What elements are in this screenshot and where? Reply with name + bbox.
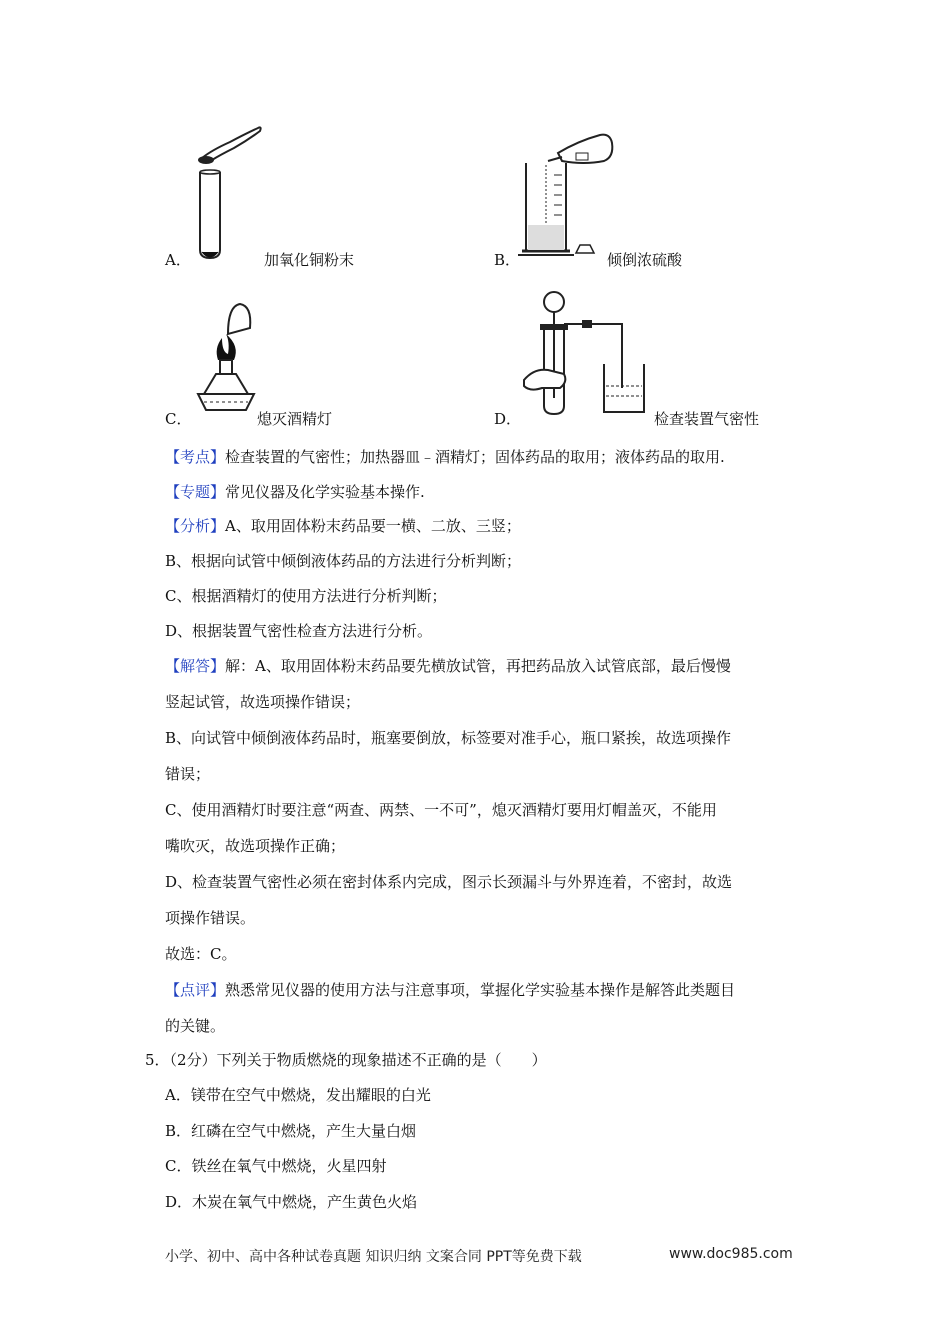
- jieda-line-7: 项操作错误。: [165, 909, 256, 927]
- zhuanti-line: [165, 482, 425, 502]
- jieda-line-3: 错误；: [165, 765, 211, 783]
- question-5-stem: 5．（2分）下列关于物质燃烧的现象描述不正确的是（ ）: [145, 1051, 547, 1069]
- question-5-choice-a: A．镁带在空气中燃烧，发出耀眼的白光: [165, 1086, 431, 1104]
- illustration-c-alcohol-lamp: [194, 298, 274, 418]
- jieda-tag: 【解答】: [165, 657, 226, 675]
- kaodian-text: 检查装置的气密性；加热器皿﹣酒精灯；固体药品的取用；液体药品的取用.: [225, 448, 725, 466]
- jieda-line-8: 故选：C。: [165, 945, 237, 963]
- fenxi-line-2: C、根据酒精灯的使用方法进行分析判断；: [165, 587, 447, 605]
- option-d-caption: 检查装置气密性: [654, 410, 760, 428]
- dianping-text: 熟悉常见仪器的使用方法与注意事项，掌握化学实验基本操作是解答此类题目: [225, 981, 736, 999]
- option-b-letter: B．: [494, 251, 521, 269]
- option-a-caption: 加氧化铜粉末: [264, 251, 355, 269]
- jieda-text: 解：A、取用固体粉末药品要先横放试管，再把药品放入试管底部，最后慢慢: [225, 657, 731, 675]
- option-a-letter: A．: [165, 251, 191, 269]
- kaodian-tag: 【考点】: [165, 448, 226, 466]
- dianping-line-0: [165, 980, 735, 1000]
- illustration-b-pouring-cylinder: [518, 125, 628, 265]
- fenxi-text: A、取用固体粉末药品要一横、二放、三竖；: [225, 517, 521, 535]
- dianping-tag: 【点评】: [165, 981, 226, 999]
- jieda-line-1: 竖起试管，故选项操作错误；: [165, 693, 361, 711]
- footer-text: 小学、初中、高中各种试卷真题 知识归纳 文案合同 PPT等免费下载: [165, 1249, 582, 1265]
- jieda-line-2: B、向试管中倾倒液体药品时，瓶塞要倒放，标签要对准手心，瓶口紧挨，故选项操作: [165, 729, 732, 747]
- kaodian-line: [165, 447, 725, 467]
- illustration-d-airtightness: [520, 288, 660, 418]
- option-c-caption: 熄灭酒精灯: [257, 410, 333, 428]
- option-b-caption: 倾倒浓硫酸: [607, 251, 683, 269]
- jieda-line-6: D、检查装置气密性必须在密封体系内完成，图示长颈漏斗与外界连着，不密封，故选: [165, 873, 733, 891]
- question-5-choice-c: C．铁丝在氧气中燃烧，火星四射: [165, 1157, 387, 1175]
- fenxi-tag: 【分析】: [165, 517, 226, 535]
- fenxi-line-1: B、根据向试管中倾倒液体药品的方法进行分析判断；: [165, 552, 522, 570]
- fenxi-line-3: D、根据装置气密性检查方法进行分析。: [165, 622, 433, 640]
- illustration-a-spoon-test-tube: [190, 122, 270, 262]
- question-5-choice-b: B．红磷在空气中燃烧，产生大量白烟: [165, 1122, 417, 1140]
- option-c-letter: C．: [165, 410, 192, 428]
- zhuanti-text: 常见仪器及化学实验基本操作.: [225, 483, 425, 501]
- question-5-choice-d: D．木炭在氧气中燃烧，产生黄色火焰: [165, 1193, 418, 1211]
- footer-url[interactable]: www.doc985.com: [669, 1246, 793, 1262]
- option-d-letter: D．: [494, 410, 522, 428]
- jieda-line-4: C、使用酒精灯时要注意“两查、两禁、一不可”，熄灭酒精灯要用灯帽盖灭，不能用: [165, 801, 717, 819]
- jieda-line-5: 嘴吹灭，故选项操作正确；: [165, 837, 346, 855]
- jieda-line-0: [165, 656, 731, 676]
- zhuanti-tag: 【专题】: [165, 483, 226, 501]
- fenxi-line-0: [165, 516, 521, 536]
- dianping-line-1: 的关键。: [165, 1017, 226, 1035]
